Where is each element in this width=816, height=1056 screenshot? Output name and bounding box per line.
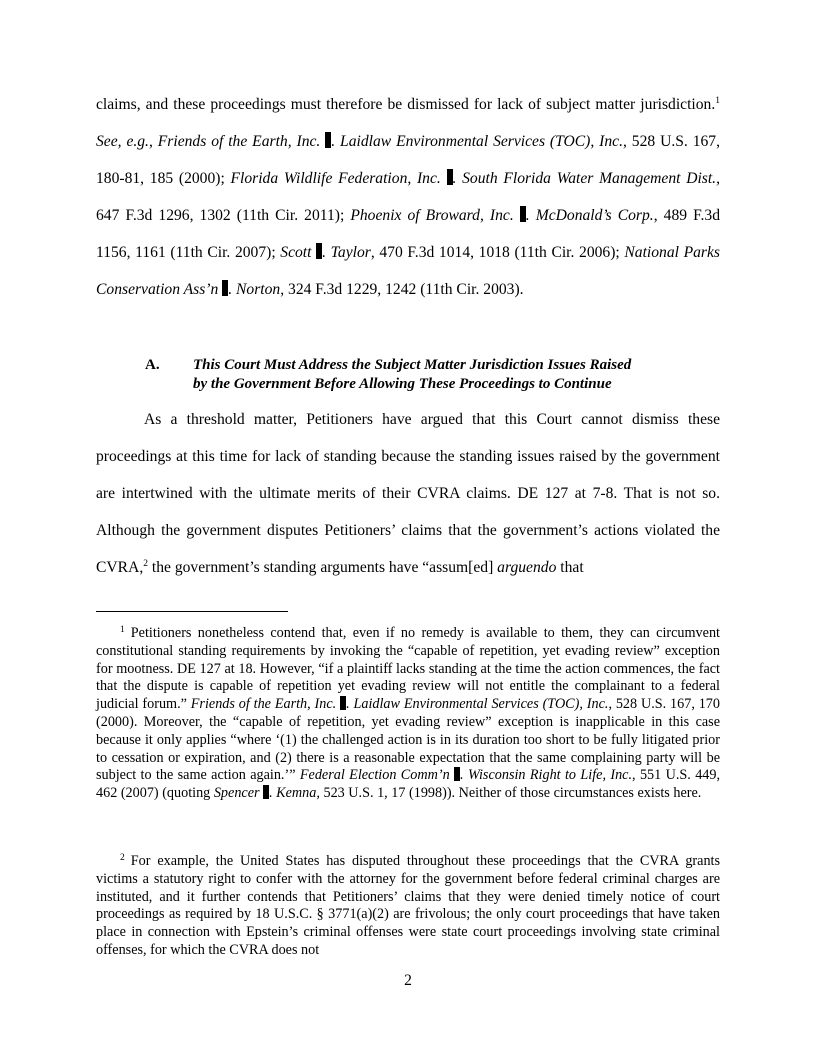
- text-run: , 528 U.S. 167, 170 (2000). Moreover, the “capable of repetition, yet evading review” exception is inapplicable in this case because it only applies “where ‘(1) the challenged action is in its duration too short to be fully litigated prior to cessation or expiration, and (2) there is a reasonable expectation that the same complaining party will be subject to the same action again.’”: [96, 696, 720, 784]
- section-title-line-2: by the Government Before Allowing These Proceedings to Continue: [193, 376, 612, 392]
- footnote-number: 1: [120, 625, 125, 635]
- footnote-ref-1[interactable]: 1: [715, 96, 720, 106]
- text-run: , 647 F.3d 1296, 1302 (11th Cir. 2011);: [96, 170, 720, 224]
- text-run: , 470 F.3d 1014, 1018 (11th Cir. 2006);: [370, 244, 625, 261]
- case-name: . Kemna,: [269, 785, 320, 802]
- text-run: ,: [148, 133, 158, 150]
- case-name: Federal Election Comm’n: [299, 767, 450, 784]
- case-name: . South Florida Water Management Dist.: [452, 170, 717, 187]
- text-run: , 324 F.3d 1229, 1242 (11th Cir. 2003).: [280, 281, 524, 298]
- section-label: A.: [145, 357, 160, 373]
- case-name: Phoenix of Broward, Inc.: [350, 207, 514, 224]
- text-run: Petitioners nonetheless contend that, even if no remedy is available to them, they can circumvent constitutional standing requirements by invoking the “capable of repetition, yet evading review” exception for mootness. DE 127 at 18. However, “if a plaintiff lacks standing at the time the action commences, the fact that the dispute is capable of repetition yet evading review will not entitle the complainant to a federal judicial forum.”: [96, 625, 720, 713]
- text-run: 523 U.S. 1, 17 (1998)). Neither of those circumstances exists here.: [319, 785, 702, 802]
- paragraph-threshold: [96, 401, 720, 586]
- paragraph-jurisdiction: [96, 86, 720, 308]
- page-number: 2: [404, 972, 412, 989]
- section-title: [193, 356, 713, 394]
- case-name: Scott: [280, 244, 312, 261]
- case-name: Friends of the Earth, Inc.: [157, 133, 321, 150]
- text-run: , 528 U.S. 167, 180-81, 185 (2000);: [96, 133, 721, 187]
- case-name: . Laidlaw Environmental Services (TOC), Inc.: [346, 696, 609, 713]
- case-name: Florida Wildlife Federation, Inc.: [230, 170, 441, 187]
- footnote-number: 2: [120, 853, 125, 863]
- case-name: Spencer: [213, 785, 260, 802]
- case-name: . McDonald’s Corp.: [525, 207, 654, 224]
- footnote-ref-2[interactable]: 2: [143, 559, 148, 569]
- footnote-2: [96, 850, 720, 960]
- case-name: . Norton: [228, 281, 281, 298]
- text-run: claims, and these proceedings must therefore be dismissed for lack of subject matter jurisdiction.: [96, 96, 716, 113]
- text-run: For example, the United States has disputed throughout these proceedings that the CVRA grants victims a statutory right to confer with the attorney for the government before federal criminal charges are instituted, and it further contends that Petitioners’ claims that they were denied timely notice of court proceedings as required by 18 U.S.C. § 3771(a)(2) are frivolous; the only court proceedings that have taken place in connection with Epstein’s criminal offenses were state court proceedings involving state criminal offenses, for which the CVRA does not: [96, 853, 720, 958]
- text-run: As a threshold matter, Petitioners have argued that this Court cannot dismiss these proceedings at this time for lack of standing because the standing issues raised by the government are intertwined with the ultimate merits of their CVRA claims. DE 127 at 7-8. That is not so. Although the government disputes Petitioners’ claims that the government’s actions violated the CVRA,: [96, 411, 720, 576]
- footnote-separator: [96, 611, 288, 612]
- case-name: . Wisconsin Right to Life, Inc.: [460, 767, 633, 784]
- text-run: that: [556, 559, 584, 576]
- section-title-line-1: This Court Must Address the Subject Matter Jurisdiction Issues Raised: [193, 357, 632, 373]
- text-run: , 489 F.3d 1156, 1161 (11th Cir. 2007);: [96, 207, 721, 261]
- case-name: . Laidlaw Environmental Services (TOC), Inc.: [331, 133, 623, 150]
- term-arguendo: arguendo: [497, 559, 557, 576]
- case-name: . Taylor: [322, 244, 371, 261]
- case-name: National Parks Conservation Ass’n: [96, 244, 720, 298]
- case-name: Friends of the Earth, Inc.: [190, 696, 337, 713]
- footnote-1: [96, 622, 720, 803]
- text-run: , 551 U.S. 449, 462 (2007) (quoting: [96, 767, 721, 802]
- signal-see-eg: See, e.g.: [96, 133, 149, 150]
- text-run: the government’s standing arguments have “assum[ed]: [147, 559, 498, 576]
